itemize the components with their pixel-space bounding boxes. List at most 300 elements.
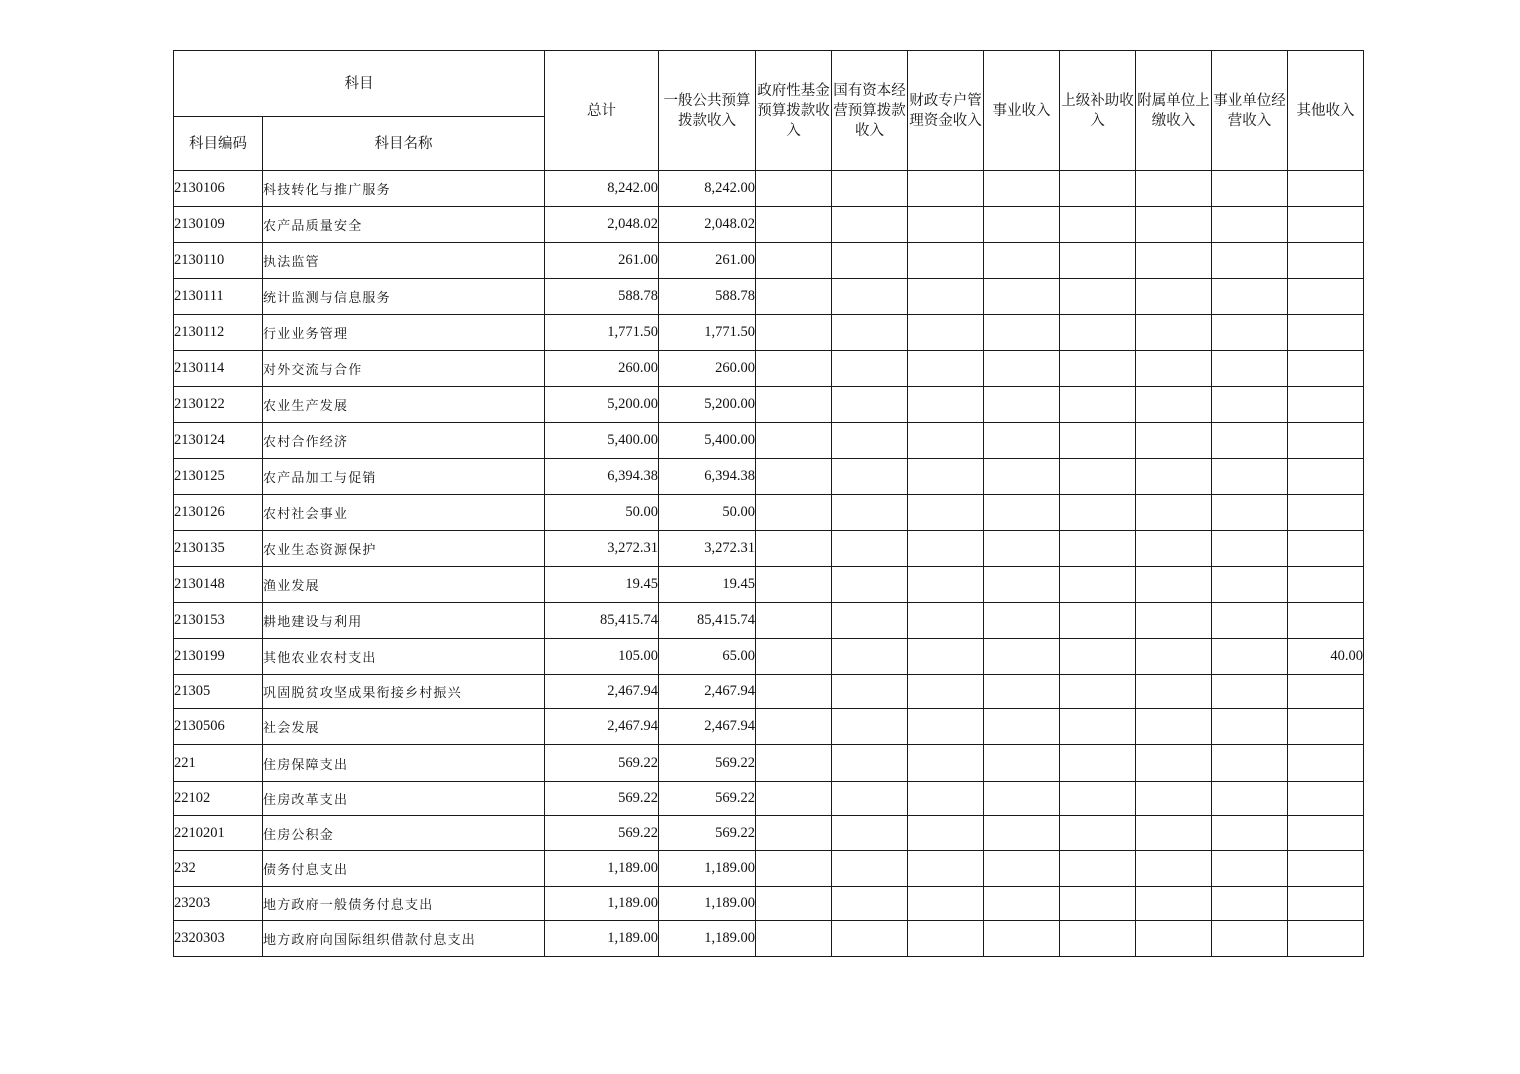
subject-code-cell: 232 — [174, 851, 263, 887]
empty-amount-cell — [1212, 171, 1288, 207]
empty-amount-cell — [1136, 315, 1212, 351]
empty-amount-cell — [984, 495, 1060, 531]
empty-amount-cell — [1212, 243, 1288, 279]
subject-code-cell: 2130106 — [174, 171, 263, 207]
empty-amount-cell — [832, 495, 908, 531]
subject-code-cell: 2320303 — [174, 921, 263, 957]
empty-amount-cell — [908, 351, 984, 387]
subject-code-cell: 22102 — [174, 782, 263, 816]
total-cell: 1,771.50 — [545, 315, 659, 351]
table-body — [174, 171, 1364, 957]
general-budget-cell: 5,400.00 — [659, 423, 756, 459]
empty-amount-cell — [832, 639, 908, 675]
other-income-cell — [1288, 567, 1364, 603]
empty-amount-cell — [756, 243, 832, 279]
total-cell: 5,200.00 — [545, 387, 659, 423]
empty-amount-cell — [1060, 243, 1136, 279]
empty-amount-cell — [756, 745, 832, 782]
empty-amount-cell — [984, 816, 1060, 851]
subject-name-cell: 行业业务管理 — [263, 315, 545, 351]
subject-name-cell: 其他农业农村支出 — [263, 639, 545, 675]
table-row — [174, 459, 1364, 495]
subject-code-cell: 2130125 — [174, 459, 263, 495]
general-budget-cell: 1,189.00 — [659, 851, 756, 887]
subject-name-header: 科目名称 — [263, 117, 545, 171]
empty-amount-cell — [832, 851, 908, 887]
general-budget-cell: 2,467.94 — [659, 675, 756, 709]
empty-amount-cell — [1212, 709, 1288, 745]
empty-amount-cell — [1136, 851, 1212, 887]
subject-name-cell: 统计监测与信息服务 — [263, 279, 545, 315]
empty-amount-cell — [756, 459, 832, 495]
empty-amount-cell — [1212, 387, 1288, 423]
col-header-state-capital: 国有资本经营预算拨款收入 — [832, 51, 908, 171]
subject-name-cell: 地方政府一般债务付息支出 — [263, 887, 545, 921]
empty-amount-cell — [908, 921, 984, 957]
empty-amount-cell — [832, 782, 908, 816]
empty-amount-cell — [984, 459, 1060, 495]
empty-amount-cell — [984, 351, 1060, 387]
subject-code-cell: 2130126 — [174, 495, 263, 531]
subject-code-cell: 2130153 — [174, 603, 263, 639]
table-row — [174, 387, 1364, 423]
other-income-cell — [1288, 279, 1364, 315]
empty-amount-cell — [908, 816, 984, 851]
subject-name-cell: 对外交流与合作 — [263, 351, 545, 387]
other-income-cell — [1288, 171, 1364, 207]
total-cell: 8,242.00 — [545, 171, 659, 207]
other-income-cell — [1288, 782, 1364, 816]
total-cell: 1,189.00 — [545, 887, 659, 921]
empty-amount-cell — [1060, 782, 1136, 816]
general-budget-cell: 50.00 — [659, 495, 756, 531]
subject-code-header: 科目编码 — [174, 117, 263, 171]
empty-amount-cell — [832, 387, 908, 423]
subject-code-cell: 21305 — [174, 675, 263, 709]
empty-amount-cell — [984, 387, 1060, 423]
budget-income-table — [173, 50, 1364, 957]
other-income-cell — [1288, 387, 1364, 423]
col-header-affiliated-units: 附属单位上缴收入 — [1136, 51, 1212, 171]
empty-amount-cell — [756, 816, 832, 851]
other-income-cell — [1288, 851, 1364, 887]
empty-amount-cell — [756, 423, 832, 459]
empty-amount-cell — [832, 207, 908, 243]
total-cell: 1,189.00 — [545, 851, 659, 887]
subject-code-cell: 2130122 — [174, 387, 263, 423]
empty-amount-cell — [1060, 459, 1136, 495]
empty-amount-cell — [984, 675, 1060, 709]
other-income-cell — [1288, 603, 1364, 639]
empty-amount-cell — [756, 387, 832, 423]
empty-amount-cell — [832, 531, 908, 567]
subject-name-cell: 社会发展 — [263, 709, 545, 745]
empty-amount-cell — [1136, 207, 1212, 243]
general-budget-cell: 1,189.00 — [659, 887, 756, 921]
empty-amount-cell — [1136, 603, 1212, 639]
empty-amount-cell — [908, 887, 984, 921]
empty-amount-cell — [984, 782, 1060, 816]
empty-amount-cell — [984, 243, 1060, 279]
empty-amount-cell — [756, 887, 832, 921]
subject-name-cell: 农村社会事业 — [263, 495, 545, 531]
empty-amount-cell — [1060, 675, 1136, 709]
subject-code-cell: 2130506 — [174, 709, 263, 745]
empty-amount-cell — [984, 603, 1060, 639]
empty-amount-cell — [1060, 531, 1136, 567]
empty-amount-cell — [1060, 603, 1136, 639]
empty-amount-cell — [984, 207, 1060, 243]
empty-amount-cell — [756, 207, 832, 243]
empty-amount-cell — [1060, 745, 1136, 782]
total-cell: 3,272.31 — [545, 531, 659, 567]
empty-amount-cell — [1212, 459, 1288, 495]
table-row — [174, 816, 1364, 851]
table-row — [174, 567, 1364, 603]
empty-amount-cell — [756, 567, 832, 603]
table-row — [174, 639, 1364, 675]
empty-amount-cell — [908, 851, 984, 887]
col-header-other-income: 其他收入 — [1288, 51, 1364, 171]
empty-amount-cell — [984, 423, 1060, 459]
empty-amount-cell — [1136, 171, 1212, 207]
empty-amount-cell — [1060, 423, 1136, 459]
col-header-fund-budget: 政府性基金预算拨款收入 — [756, 51, 832, 171]
other-income-cell: 40.00 — [1288, 639, 1364, 675]
table-row — [174, 243, 1364, 279]
empty-amount-cell — [832, 603, 908, 639]
other-income-cell — [1288, 459, 1364, 495]
empty-amount-cell — [1060, 207, 1136, 243]
subject-code-cell: 221 — [174, 745, 263, 782]
empty-amount-cell — [1136, 495, 1212, 531]
empty-amount-cell — [1060, 816, 1136, 851]
other-income-cell — [1288, 816, 1364, 851]
other-income-cell — [1288, 243, 1364, 279]
empty-amount-cell — [1212, 531, 1288, 567]
table-row — [174, 495, 1364, 531]
empty-amount-cell — [1136, 423, 1212, 459]
subject-code-cell: 2130109 — [174, 207, 263, 243]
col-header-superior-subsidy: 上级补助收入 — [1060, 51, 1136, 171]
empty-amount-cell — [832, 279, 908, 315]
empty-amount-cell — [1212, 423, 1288, 459]
empty-amount-cell — [832, 351, 908, 387]
empty-amount-cell — [1060, 639, 1136, 675]
general-budget-cell: 6,394.38 — [659, 459, 756, 495]
general-budget-cell: 65.00 — [659, 639, 756, 675]
subject-code-cell: 23203 — [174, 887, 263, 921]
empty-amount-cell — [832, 921, 908, 957]
general-budget-cell: 588.78 — [659, 279, 756, 315]
other-income-cell — [1288, 495, 1364, 531]
other-income-cell — [1288, 207, 1364, 243]
empty-amount-cell — [908, 603, 984, 639]
empty-amount-cell — [1212, 279, 1288, 315]
empty-amount-cell — [1060, 921, 1136, 957]
table-row — [174, 782, 1364, 816]
table-row — [174, 279, 1364, 315]
empty-amount-cell — [832, 709, 908, 745]
total-cell: 2,467.94 — [545, 675, 659, 709]
empty-amount-cell — [1136, 387, 1212, 423]
subject-name-cell: 住房保障支出 — [263, 745, 545, 782]
subject-name-cell: 科技转化与推广服务 — [263, 171, 545, 207]
empty-amount-cell — [908, 423, 984, 459]
total-cell: 5,400.00 — [545, 423, 659, 459]
empty-amount-cell — [756, 315, 832, 351]
empty-amount-cell — [1060, 851, 1136, 887]
table-row — [174, 531, 1364, 567]
general-budget-cell: 5,200.00 — [659, 387, 756, 423]
subject-group-header: 科目 — [174, 51, 545, 117]
subject-code-cell: 2130124 — [174, 423, 263, 459]
empty-amount-cell — [908, 207, 984, 243]
empty-amount-cell — [1136, 782, 1212, 816]
empty-amount-cell — [1212, 207, 1288, 243]
empty-amount-cell — [1136, 243, 1212, 279]
empty-amount-cell — [832, 675, 908, 709]
empty-amount-cell — [1136, 675, 1212, 709]
empty-amount-cell — [984, 315, 1060, 351]
empty-amount-cell — [832, 243, 908, 279]
col-header-operating-income: 事业单位经营收入 — [1212, 51, 1288, 171]
empty-amount-cell — [908, 709, 984, 745]
empty-amount-cell — [1212, 816, 1288, 851]
table-row — [174, 709, 1364, 745]
table-row — [174, 423, 1364, 459]
empty-amount-cell — [1060, 351, 1136, 387]
empty-amount-cell — [756, 279, 832, 315]
empty-amount-cell — [908, 639, 984, 675]
table-row — [174, 887, 1364, 921]
empty-amount-cell — [1212, 351, 1288, 387]
total-cell: 50.00 — [545, 495, 659, 531]
empty-amount-cell — [1212, 887, 1288, 921]
empty-amount-cell — [756, 495, 832, 531]
table-row — [174, 315, 1364, 351]
empty-amount-cell — [832, 567, 908, 603]
empty-amount-cell — [832, 423, 908, 459]
general-budget-cell: 569.22 — [659, 816, 756, 851]
total-cell: 2,467.94 — [545, 709, 659, 745]
empty-amount-cell — [1136, 279, 1212, 315]
total-cell: 260.00 — [545, 351, 659, 387]
subject-name-cell: 农产品加工与促销 — [263, 459, 545, 495]
empty-amount-cell — [832, 887, 908, 921]
empty-amount-cell — [1136, 816, 1212, 851]
total-cell: 261.00 — [545, 243, 659, 279]
empty-amount-cell — [1136, 351, 1212, 387]
total-cell: 6,394.38 — [545, 459, 659, 495]
col-header-business-income: 事业收入 — [984, 51, 1060, 171]
general-budget-cell: 85,415.74 — [659, 603, 756, 639]
other-income-cell — [1288, 423, 1364, 459]
empty-amount-cell — [832, 459, 908, 495]
general-budget-cell: 2,048.02 — [659, 207, 756, 243]
col-header-general-budget: 一般公共预算拨款收入 — [659, 51, 756, 171]
other-income-cell — [1288, 709, 1364, 745]
total-cell: 569.22 — [545, 782, 659, 816]
total-cell: 569.22 — [545, 816, 659, 851]
empty-amount-cell — [1060, 387, 1136, 423]
total-cell: 85,415.74 — [545, 603, 659, 639]
table-row — [174, 921, 1364, 957]
empty-amount-cell — [1136, 709, 1212, 745]
col-header-total: 总计 — [545, 51, 659, 171]
subject-name-cell: 债务付息支出 — [263, 851, 545, 887]
table-row — [174, 851, 1364, 887]
empty-amount-cell — [1060, 315, 1136, 351]
subject-name-cell: 农村合作经济 — [263, 423, 545, 459]
empty-amount-cell — [832, 816, 908, 851]
subject-code-cell: 2130114 — [174, 351, 263, 387]
empty-amount-cell — [1212, 639, 1288, 675]
general-budget-cell: 569.22 — [659, 745, 756, 782]
empty-amount-cell — [984, 709, 1060, 745]
empty-amount-cell — [984, 171, 1060, 207]
general-budget-cell: 1,189.00 — [659, 921, 756, 957]
empty-amount-cell — [1212, 782, 1288, 816]
subject-name-cell: 执法监管 — [263, 243, 545, 279]
empty-amount-cell — [1212, 851, 1288, 887]
general-budget-cell: 19.45 — [659, 567, 756, 603]
general-budget-cell: 260.00 — [659, 351, 756, 387]
empty-amount-cell — [908, 567, 984, 603]
subject-code-cell: 2130148 — [174, 567, 263, 603]
table-row — [174, 207, 1364, 243]
table-row — [174, 603, 1364, 639]
empty-amount-cell — [756, 171, 832, 207]
empty-amount-cell — [1136, 531, 1212, 567]
empty-amount-cell — [1212, 495, 1288, 531]
empty-amount-cell — [756, 639, 832, 675]
empty-amount-cell — [1212, 745, 1288, 782]
general-budget-cell: 261.00 — [659, 243, 756, 279]
total-cell: 1,189.00 — [545, 921, 659, 957]
empty-amount-cell — [756, 351, 832, 387]
table-row — [174, 171, 1364, 207]
subject-name-cell: 农业生产发展 — [263, 387, 545, 423]
other-income-cell — [1288, 351, 1364, 387]
empty-amount-cell — [984, 567, 1060, 603]
empty-amount-cell — [984, 531, 1060, 567]
table-row — [174, 745, 1364, 782]
empty-amount-cell — [908, 675, 984, 709]
general-budget-cell: 1,771.50 — [659, 315, 756, 351]
empty-amount-cell — [1060, 709, 1136, 745]
empty-amount-cell — [1136, 567, 1212, 603]
other-income-cell — [1288, 921, 1364, 957]
empty-amount-cell — [908, 459, 984, 495]
other-income-cell — [1288, 315, 1364, 351]
empty-amount-cell — [1060, 495, 1136, 531]
empty-amount-cell — [984, 279, 1060, 315]
subject-name-cell: 巩固脱贫攻坚成果衔接乡村振兴 — [263, 675, 545, 709]
empty-amount-cell — [756, 675, 832, 709]
subject-name-cell: 地方政府向国际组织借款付息支出 — [263, 921, 545, 957]
subject-name-cell: 渔业发展 — [263, 567, 545, 603]
general-budget-cell: 2,467.94 — [659, 709, 756, 745]
subject-code-cell: 2210201 — [174, 816, 263, 851]
empty-amount-cell — [984, 921, 1060, 957]
empty-amount-cell — [1136, 745, 1212, 782]
other-income-cell — [1288, 675, 1364, 709]
subject-name-cell: 耕地建设与利用 — [263, 603, 545, 639]
empty-amount-cell — [756, 851, 832, 887]
subject-code-cell: 2130199 — [174, 639, 263, 675]
total-cell: 19.45 — [545, 567, 659, 603]
empty-amount-cell — [908, 171, 984, 207]
subject-name-cell: 农业生态资源保护 — [263, 531, 545, 567]
other-income-cell — [1288, 745, 1364, 782]
empty-amount-cell — [984, 851, 1060, 887]
empty-amount-cell — [1060, 567, 1136, 603]
empty-amount-cell — [1136, 921, 1212, 957]
empty-amount-cell — [756, 709, 832, 745]
total-cell: 105.00 — [545, 639, 659, 675]
empty-amount-cell — [1212, 921, 1288, 957]
total-cell: 588.78 — [545, 279, 659, 315]
empty-amount-cell — [908, 387, 984, 423]
empty-amount-cell — [756, 782, 832, 816]
total-cell: 2,048.02 — [545, 207, 659, 243]
subject-name-cell: 住房公积金 — [263, 816, 545, 851]
subject-name-cell: 住房改革支出 — [263, 782, 545, 816]
col-header-special-account: 财政专户管理资金收入 — [908, 51, 984, 171]
empty-amount-cell — [908, 243, 984, 279]
empty-amount-cell — [832, 745, 908, 782]
subject-name-cell: 农产品质量安全 — [263, 207, 545, 243]
empty-amount-cell — [984, 745, 1060, 782]
general-budget-cell: 8,242.00 — [659, 171, 756, 207]
empty-amount-cell — [1136, 887, 1212, 921]
other-income-cell — [1288, 887, 1364, 921]
empty-amount-cell — [756, 603, 832, 639]
general-budget-cell: 569.22 — [659, 782, 756, 816]
empty-amount-cell — [984, 639, 1060, 675]
empty-amount-cell — [1060, 279, 1136, 315]
empty-amount-cell — [1212, 567, 1288, 603]
other-income-cell — [1288, 531, 1364, 567]
empty-amount-cell — [1136, 639, 1212, 675]
subject-code-cell: 2130110 — [174, 243, 263, 279]
empty-amount-cell — [1136, 459, 1212, 495]
empty-amount-cell — [908, 531, 984, 567]
empty-amount-cell — [832, 171, 908, 207]
subject-code-cell: 2130111 — [174, 279, 263, 315]
subject-code-cell: 2130135 — [174, 531, 263, 567]
empty-amount-cell — [832, 315, 908, 351]
table-row — [174, 675, 1364, 709]
empty-amount-cell — [1060, 171, 1136, 207]
table-row — [174, 351, 1364, 387]
subject-code-cell: 2130112 — [174, 315, 263, 351]
empty-amount-cell — [756, 921, 832, 957]
empty-amount-cell — [908, 315, 984, 351]
empty-amount-cell — [1060, 887, 1136, 921]
empty-amount-cell — [1212, 603, 1288, 639]
empty-amount-cell — [756, 531, 832, 567]
empty-amount-cell — [1212, 675, 1288, 709]
empty-amount-cell — [908, 279, 984, 315]
empty-amount-cell — [908, 495, 984, 531]
empty-amount-cell — [908, 782, 984, 816]
empty-amount-cell — [908, 745, 984, 782]
empty-amount-cell — [1212, 315, 1288, 351]
general-budget-cell: 3,272.31 — [659, 531, 756, 567]
total-cell: 569.22 — [545, 745, 659, 782]
